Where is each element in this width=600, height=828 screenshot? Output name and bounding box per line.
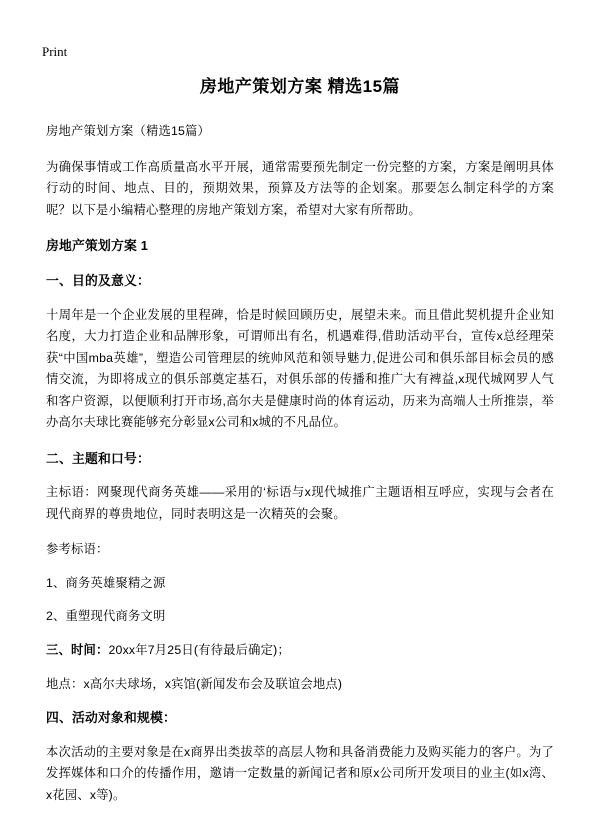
section-heading: 一、目的及意义：	[46, 272, 150, 288]
paragraph: 本次活动的主要对象是在x商界出类拔萃的高层人物和具备消费能力及购买能力的客户。为了发挥媒体和口介的传播作用，邀请一定数量的新闻记者和原x公司所开发项目的业主(如x湾、x花园、x等)。	[46, 744, 554, 802]
page-title: 房地产策划方案 精选15篇	[199, 77, 401, 96]
paragraph: 参考标语：	[46, 542, 109, 557]
paragraph: 房地产策划方案（精选15篇）	[46, 124, 211, 138]
document-body	[46, 72, 554, 820]
list-item: 1、商务英雄聚精之源	[46, 575, 166, 590]
paragraph: 为确保事情或工作高质量高水平开展，通常需要预先制定一份完整的方案，方案是阐明具体行动的时间、地点、目的，预期效果，预算及方法等的企划案。那要怎么制定科学的方案呢？以下是小编精心整理的房地产策划方案，希望对大家有所帮助。	[46, 159, 554, 217]
paragraph: 十周年是一个企业发展的里程碑，恰是时候回顾历史，展望未来。而且借此契机提升企业知名度，大力打造企业和品牌形象，可谓师出有名，机遇难得,借助活动平台，宣传x总经理荣获“中国mba英雄”，塑造公司管理层的统帅风范和领导魅力,促进公司和俱乐部目标会员的感情交流，为即将成立的俱乐部奠定基石，对俱乐部的传播和推广大有裨益,x现代城网罗人气和客户资源，以便顺利打开市场,高尔夫是健康时尚的体育运动，历来为高端人士所推崇，举办高尔夫球比赛能够充分彰显x公司和x城的不凡品位。	[46, 307, 554, 430]
section-heading: 四、活动对象和规模：	[46, 710, 176, 726]
print-button[interactable]: Print	[42, 44, 68, 59]
list-item: 2、重塑现代商务文明	[46, 609, 166, 624]
section-heading: 二、主题和口号：	[46, 450, 150, 466]
section-heading: 房地产策划方案 1	[46, 238, 149, 254]
paragraph-time: 三、时间：20xx年7月25日(有待最后确定)；	[46, 642, 290, 657]
paragraph: 主标语：网聚现代商务英雄——采用的‘标语与x现代城推广主题语相互呼应，实现与会者在现代商界的尊贵地位，同时表明这是一次精英的会聚。	[46, 485, 554, 521]
paragraph-location: 地点：x高尔夫球场，x宾馆(新闻发布会及联谊会地点)	[46, 676, 343, 691]
